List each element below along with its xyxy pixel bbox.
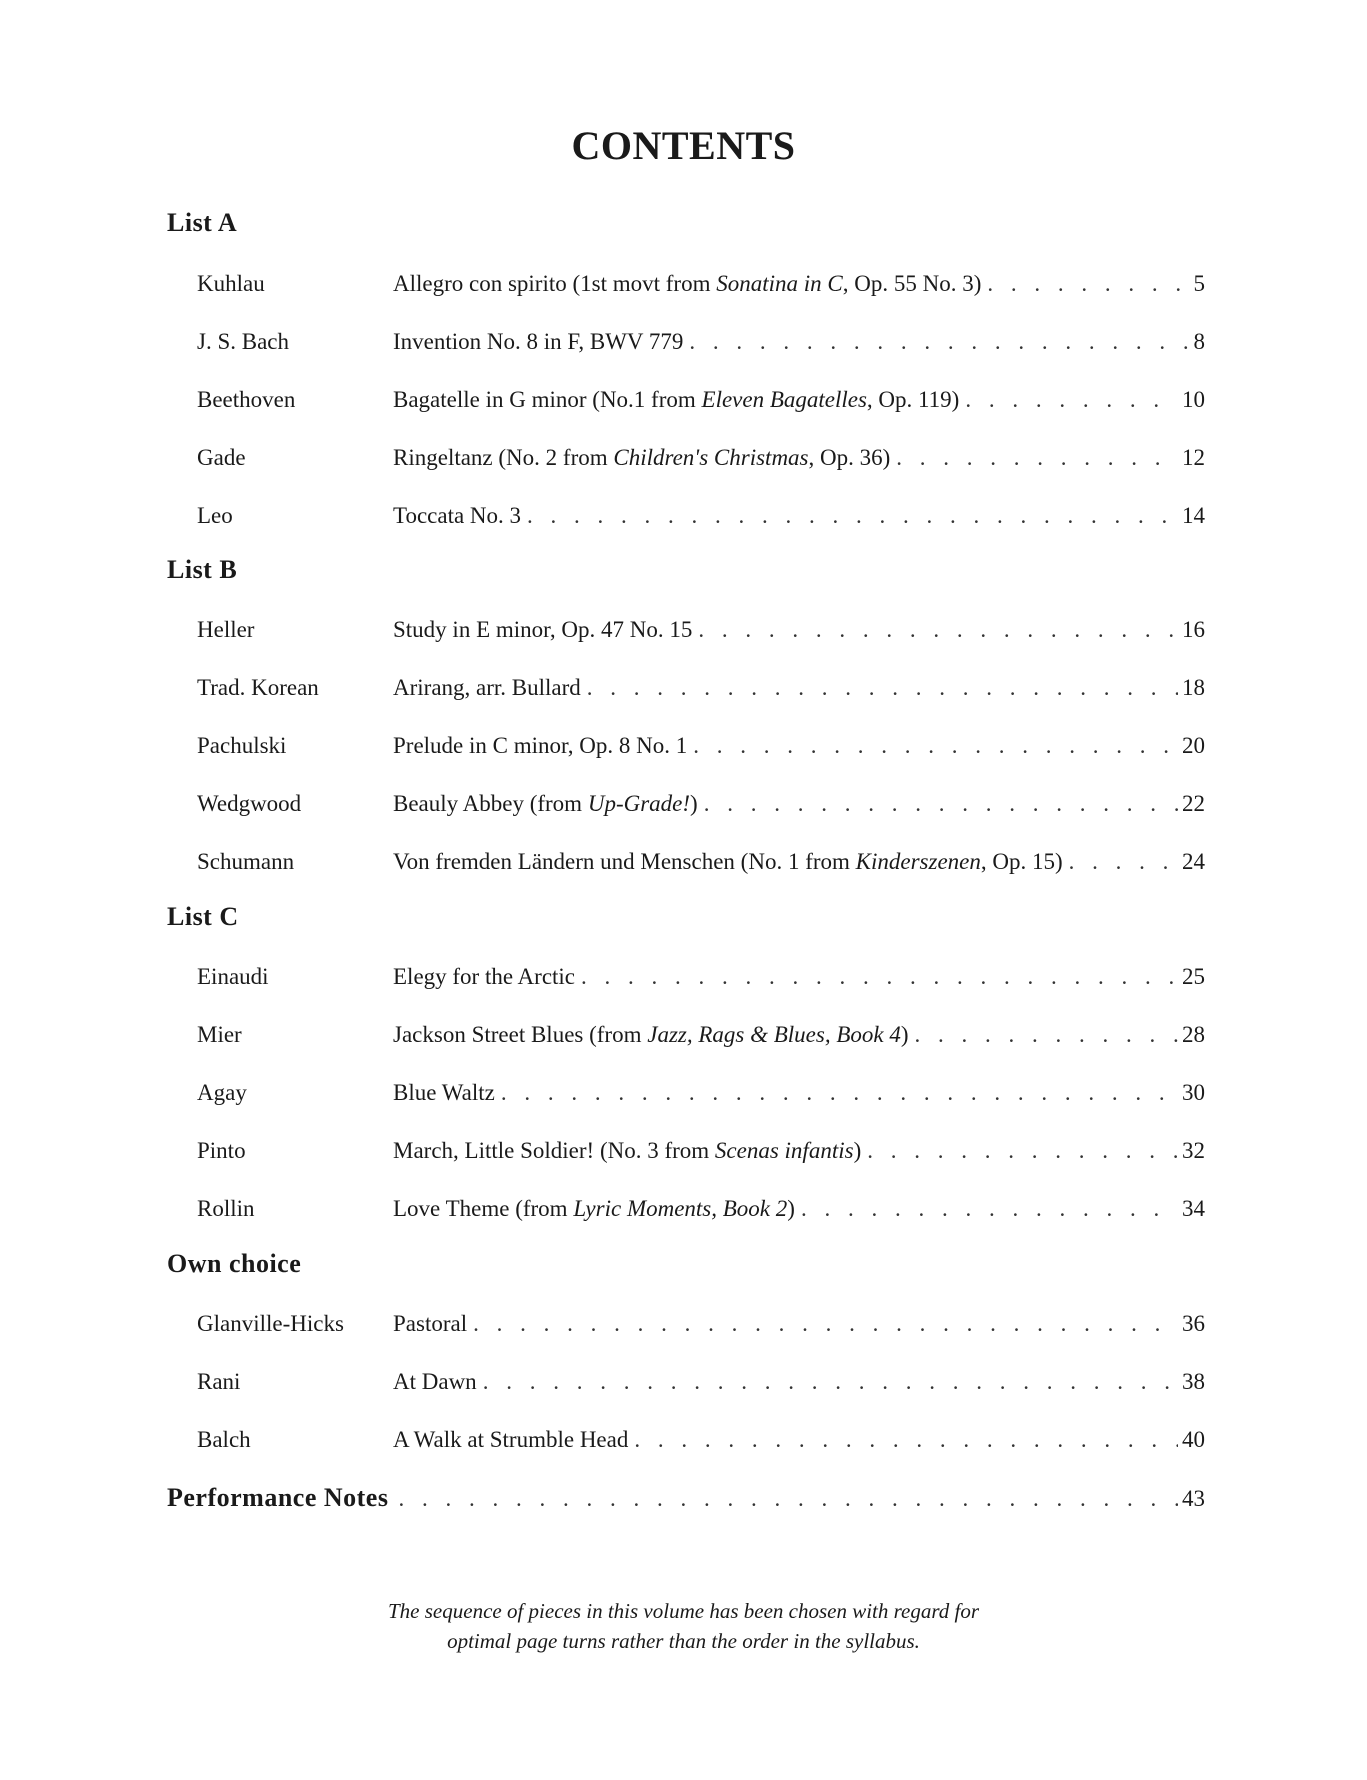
work-title: Allegro con spirito (1st movt from Sonatina in C, Op. 55 No. 3) xyxy=(393,271,982,296)
page-number: 43 xyxy=(1182,1486,1205,1511)
section-heading: List A xyxy=(167,208,238,237)
dot-leader xyxy=(501,1076,1178,1110)
composer-name: Trad. Korean xyxy=(197,675,319,700)
footnote-line: optimal page turns rather than the order in the syllabus. xyxy=(447,1629,920,1653)
toc-entry[interactable] xyxy=(197,671,1205,705)
composer-name: Mier xyxy=(197,1022,242,1047)
section-heading: List B xyxy=(167,555,238,584)
toc-entry[interactable] xyxy=(197,499,1205,533)
page-number: 8 xyxy=(1193,329,1205,354)
dot-leader xyxy=(483,1365,1178,1399)
work-title: Bagatelle in G minor (No.1 from Eleven Bagatelles, Op. 119) xyxy=(393,387,960,412)
dot-leader xyxy=(693,729,1178,763)
page-number: 20 xyxy=(1182,733,1205,758)
work-title: Toccata No. 3 xyxy=(393,503,522,528)
dot-leader xyxy=(634,1423,1178,1457)
page-number: 14 xyxy=(1182,503,1205,528)
toc-entry[interactable] xyxy=(197,267,1205,301)
page-number: 10 xyxy=(1182,387,1205,412)
work-title: Beauly Abbey (from Up-Grade!) xyxy=(393,791,698,816)
dot-leader xyxy=(896,441,1178,475)
page-number: 40 xyxy=(1182,1427,1205,1452)
toc-entry[interactable] xyxy=(197,845,1205,879)
dot-leader xyxy=(587,671,1178,705)
composer-name: Kuhlau xyxy=(197,271,265,296)
composer-name: Rani xyxy=(197,1369,241,1394)
page-number: 12 xyxy=(1182,445,1205,470)
work-title: March, Little Soldier! (No. 3 from Scenas infantis) xyxy=(393,1138,862,1163)
composer-name: Pachulski xyxy=(197,733,287,758)
page-number: 18 xyxy=(1182,675,1205,700)
toc-entry[interactable] xyxy=(197,613,1205,647)
toc-entry[interactable] xyxy=(197,1018,1205,1052)
footnote xyxy=(0,1596,1367,1656)
composer-name: Gade xyxy=(197,445,246,470)
dot-leader xyxy=(965,383,1178,417)
dot-leader xyxy=(987,267,1189,301)
work-title: Von fremden Ländern und Menschen (No. 1 from Kinderszenen, Op. 15) xyxy=(393,849,1063,874)
dot-leader xyxy=(689,325,1189,359)
toc-entry[interactable] xyxy=(197,1192,1205,1226)
page-title: CONTENTS xyxy=(571,123,796,168)
work-title: Jackson Street Blues (from Jazz, Rags & Blues, Book 4) xyxy=(393,1022,909,1047)
composer-name: Beethoven xyxy=(197,387,296,412)
toc-entry[interactable] xyxy=(197,325,1205,359)
toc-entry[interactable] xyxy=(197,729,1205,763)
toc-entry[interactable] xyxy=(197,1365,1205,1399)
work-title: At Dawn xyxy=(393,1369,477,1394)
composer-name: Einaudi xyxy=(197,964,269,989)
composer-name: Rollin xyxy=(197,1196,255,1221)
work-title: Arirang, arr. Bullard xyxy=(393,675,581,700)
page-number: 28 xyxy=(1182,1022,1205,1047)
toc-entry-performance-notes[interactable] xyxy=(167,1480,1205,1516)
page-number: 30 xyxy=(1182,1080,1205,1105)
toc-entry[interactable] xyxy=(197,441,1205,475)
performance-notes-label: Performance Notes xyxy=(167,1483,389,1512)
page-number: 24 xyxy=(1182,849,1205,874)
work-title: A Walk at Strumble Head xyxy=(393,1427,629,1452)
section-heading: Own choice xyxy=(167,1249,302,1278)
page-number: 38 xyxy=(1182,1369,1205,1394)
composer-name: Pinto xyxy=(197,1138,246,1163)
toc-entry[interactable] xyxy=(197,960,1205,994)
work-title: Prelude in C minor, Op. 8 No. 1 xyxy=(393,733,688,758)
toc-entry[interactable] xyxy=(197,1307,1205,1341)
dot-leader xyxy=(473,1307,1178,1341)
dot-leader xyxy=(867,1134,1178,1168)
toc-entry[interactable] xyxy=(197,1076,1205,1110)
work-title: Love Theme (from Lyric Moments, Book 2) xyxy=(393,1196,795,1221)
page-number: 5 xyxy=(1193,271,1205,296)
dot-leader xyxy=(527,499,1178,533)
dot-leader xyxy=(801,1192,1178,1226)
composer-name: Agay xyxy=(197,1080,247,1105)
page-number: 34 xyxy=(1182,1196,1205,1221)
work-title: Study in E minor, Op. 47 No. 15 xyxy=(393,617,693,642)
dot-leader xyxy=(398,1481,1178,1517)
composer-name: Balch xyxy=(197,1427,251,1452)
toc-entry[interactable] xyxy=(197,1134,1205,1168)
footnote-line: The sequence of pieces in this volume has been chosen with regard for xyxy=(388,1599,979,1623)
dot-leader xyxy=(704,787,1178,821)
work-title: Blue Waltz xyxy=(393,1080,495,1105)
dot-leader xyxy=(915,1018,1178,1052)
section-heading: List C xyxy=(167,902,239,931)
dot-leader xyxy=(1069,845,1178,879)
composer-name: Heller xyxy=(197,617,255,642)
composer-name: Schumann xyxy=(197,849,295,874)
composer-name: Glanville-Hicks xyxy=(197,1311,344,1336)
page-number: 16 xyxy=(1182,617,1205,642)
page-number: 22 xyxy=(1182,791,1205,816)
composer-name: Leo xyxy=(197,503,233,528)
composer-name: Wedgwood xyxy=(197,791,302,816)
page-number: 25 xyxy=(1182,964,1205,989)
dot-leader xyxy=(698,613,1178,647)
work-title: Elegy for the Arctic xyxy=(393,964,576,989)
work-title: Invention No. 8 in F, BWV 779 xyxy=(393,329,684,354)
toc-entry[interactable] xyxy=(197,383,1205,417)
dot-leader xyxy=(581,960,1178,994)
toc-entry[interactable] xyxy=(197,787,1205,821)
work-title: Ringeltanz (No. 2 from Children's Christmas, Op. 36) xyxy=(393,445,891,470)
page-number: 36 xyxy=(1182,1311,1205,1336)
composer-name: J. S. Bach xyxy=(197,329,289,354)
work-title: Pastoral xyxy=(393,1311,468,1336)
toc-entry[interactable] xyxy=(197,1423,1205,1457)
page-number: 32 xyxy=(1182,1138,1205,1163)
